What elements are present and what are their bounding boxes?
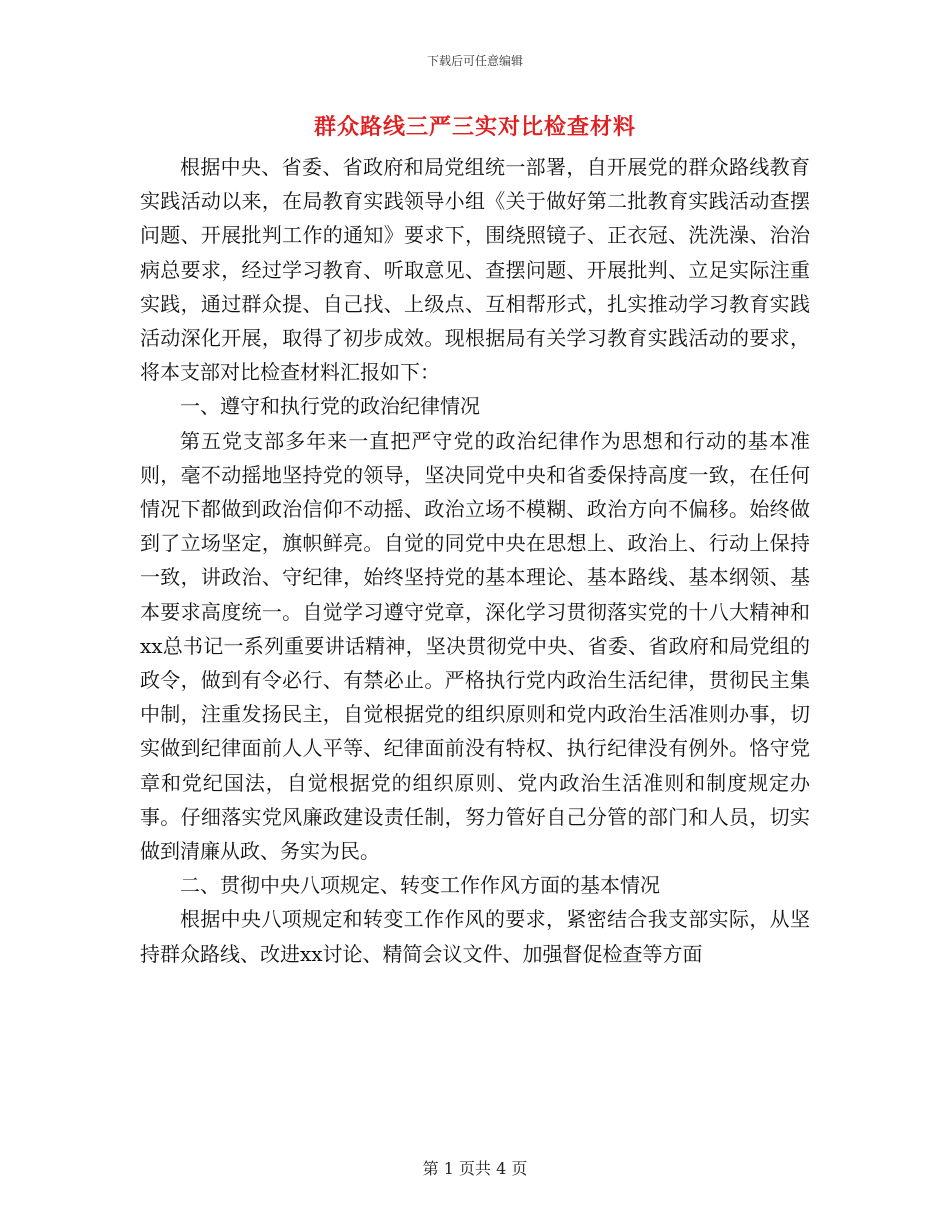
document-body: [140, 150, 810, 971]
page-header-note: 下载后可任意编辑: [426, 54, 523, 68]
document-title: 群众路线三严三实对比检查材料: [313, 114, 636, 140]
paragraph-section-2: 根据中央八项规定和转变工作作风的要求，紧密结合我支部实际，从坚持群众路线、改进xx讨论、精简会议文件、加强督促检查等方面: [140, 907, 810, 966]
paragraph-intro: 根据中央、省委、省政府和局党组统一部署，自开展党的群众路线教育实践活动以来，在局教育实践领导小组《关于做好第二批教育实践活动查摆问题、开展批判工作的通知》要求下，围绕照镜子、正衣冠、洗洗澡、治治病总要求，经过学习教育、听取意见、查摆问题、开展批判、立足实际注重实践，通过群众提、自己找、上级点、互相帮形式，扎实推动学习教育实践活动深化开展，取得了初步成效。现根据局有关学习教育实践活动的要求，将本支部对比检查材料汇报如下：: [140, 155, 810, 385]
paragraph-section-1: 第五党支部多年来一直把严守党的政治纪律作为思想和行动的基本准则，毫不动摇地坚持党的领导，坚决同党中央和省委保持高度一致，在任何情况下都做到政治信仰不动摇、政治立场不模糊、政治方向不偏移。始终做到了立场坚定，旗帜鲜亮。自觉的同党中央在思想上、政治上、行动上保持一致，讲政治、守纪律，始终坚持党的基本理论、基本路线、基本纲领、基本要求高度统一。自觉学习遵守党章，深化学习贯彻落实党的十八大精神和xx总书记一系列重要讲话精神，坚决贯彻党中央、省委、省政府和局党组的政令，做到有令必行、有禁必止。严格执行党内政治生活纪律，贯彻民主集中制，注重发扬民主，自觉根据党的组织原则和党内政治生活准则办事，切实做到纪律面前人人平等、纪律面前没有特权、执行纪律没有例外。恪守党章和党纪国法，自觉根据党的组织原则、党内政治生活准则和制度规定办事。仔细落实党风廉政建设责任制，努力管好自己分管的部门和人员，切实做到清廉从政、务实为民。: [140, 428, 810, 864]
page-number: 第 1 页共 4 页: [422, 1159, 528, 1178]
section-heading-1: 一、遵守和执行党的政治纪律情况: [180, 394, 480, 419]
section-heading-2: 二、贯彻中央八项规定、转变工作作风方面的基本情况: [180, 873, 660, 898]
